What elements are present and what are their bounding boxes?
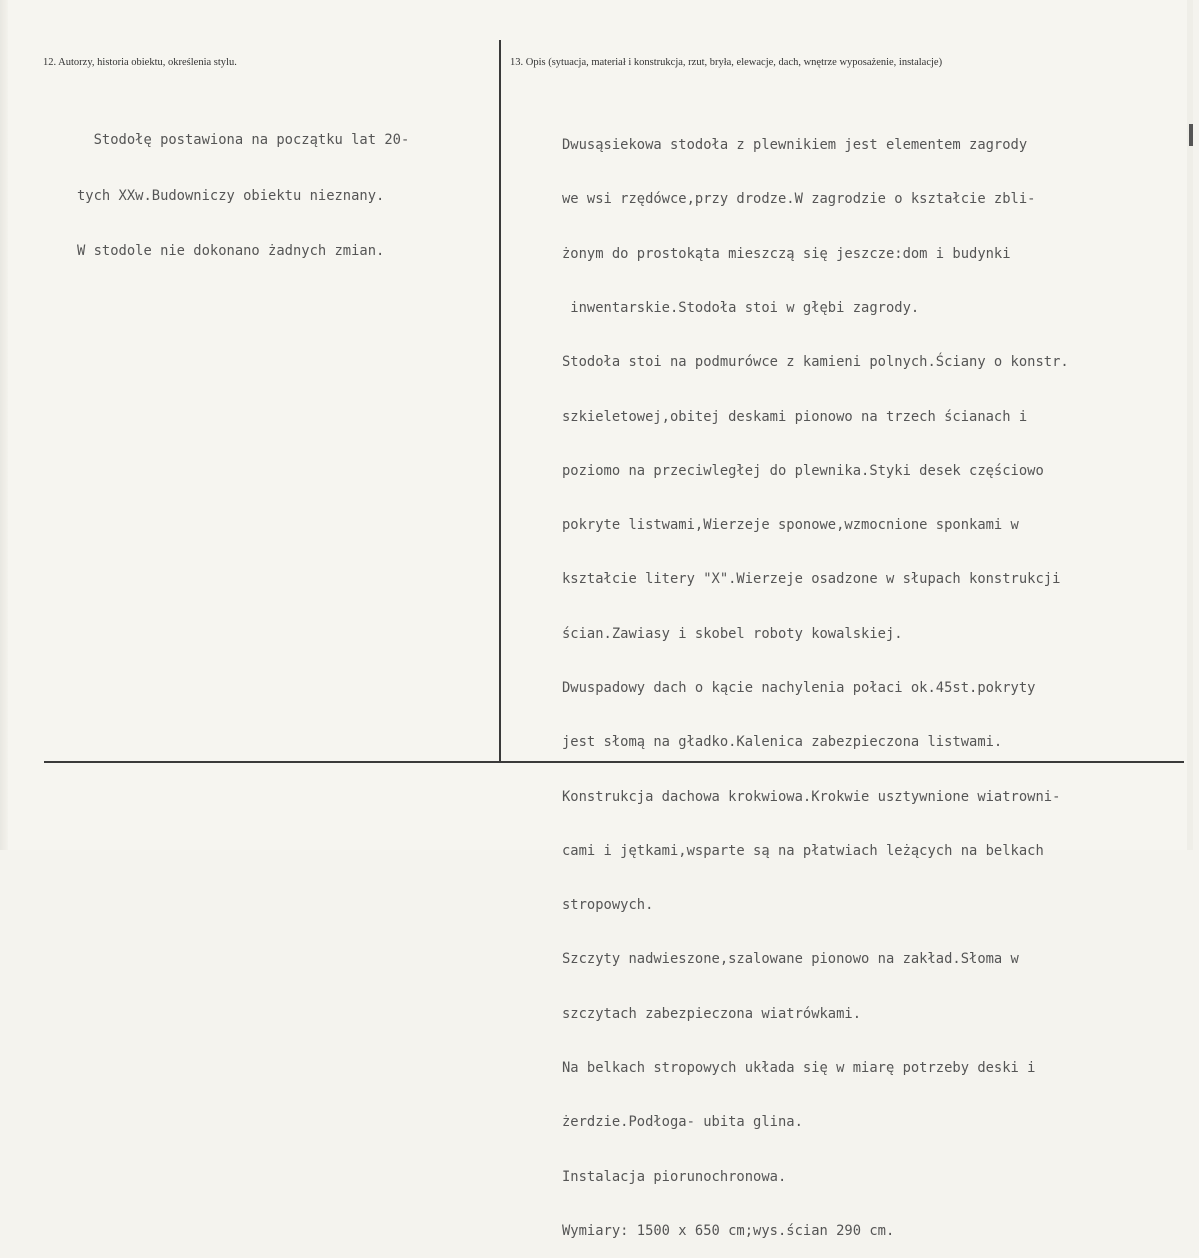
text-line: Na belkach stropowych układa się w miarę potrzeby deski i [562, 1059, 1036, 1076]
page-left-edge [0, 0, 8, 850]
text-line: Instalacja piorunochronowa. [562, 1168, 787, 1185]
section-12-text [77, 94, 409, 279]
text-line: ścian.Zawiasy i skobel roboty kowalskiej. [562, 625, 903, 642]
text-line: szczytach zabezpieczona wiatrówkami. [562, 1005, 862, 1022]
text-line: cami i jętkami,wsparte są na płatwiach leżących na belkach [562, 842, 1044, 859]
text-line: Stodoła stoi na podmurówce z kamieni polnych.Ściany o konstr. [562, 354, 1069, 371]
text-line: W stodole nie dokonano żadnych zmian. [77, 243, 385, 259]
text-line: kształcie litery "X".Wierzeje osadzone w słupach konstrukcji [562, 571, 1061, 588]
text-line: żerdzie.Podłoga- ubita glina. [562, 1114, 803, 1131]
section-13-text [562, 100, 1069, 1258]
text-line: Wymiary: 1500 x 650 cm;wys.ścian 290 cm. [562, 1222, 895, 1239]
text-line: Dwuspadowy dach o kącie nachylenia połaci ok.45st.pokryty [562, 680, 1036, 696]
text-line: jest słomą na gładko.Kalenica zabezpieczona listwami. [562, 734, 1003, 751]
text-line: żonym do prostokąta mieszczą się jeszcze:dom i budynki [562, 245, 1011, 262]
binding-mark [1189, 124, 1193, 146]
section-12-label: 12. Autorzy, historia obiektu, określenia stylu. [43, 57, 237, 68]
section-13-label: 13. Opis (sytuacja, materiał i konstrukcja, rzut, bryła, elewacje, dach, wnętrze wyposażenie, instalacje) [510, 57, 943, 68]
text-line: pokryte listwami,Wierzeje sponowe,wzmocnione sponkami w [562, 517, 1019, 534]
column-divider [499, 40, 501, 763]
text-line: Szczyty nadwieszone,szalowane pionowo na zakład.Słoma w [562, 951, 1019, 968]
text-line: szkieletowej,obitej deskami pionowo na trzech ścianach i [562, 408, 1028, 425]
text-line: inwentarskie.Stodoła stoi w głębi zagrody. [562, 300, 920, 317]
text-line: we wsi rzędówce,przy drodze.W zagrodzie o kształcie zbli- [562, 191, 1036, 208]
text-line: Stodołę postawiona na początku lat 20- [77, 132, 410, 148]
text-line: Dwusąsiekowa stodoła z plewnikiem jest elementem zagrody [562, 137, 1028, 154]
text-line: poziomo na przeciwległej do plewnika.Styki desek częściowo [562, 462, 1044, 479]
text-line: stropowych. [562, 897, 654, 914]
text-line: Konstrukcja dachowa krokwiowa.Krokwie usztywnione wiatrowni- [562, 788, 1061, 805]
text-line: tych XXw.Budowniczy obiektu nieznany. [77, 187, 385, 204]
